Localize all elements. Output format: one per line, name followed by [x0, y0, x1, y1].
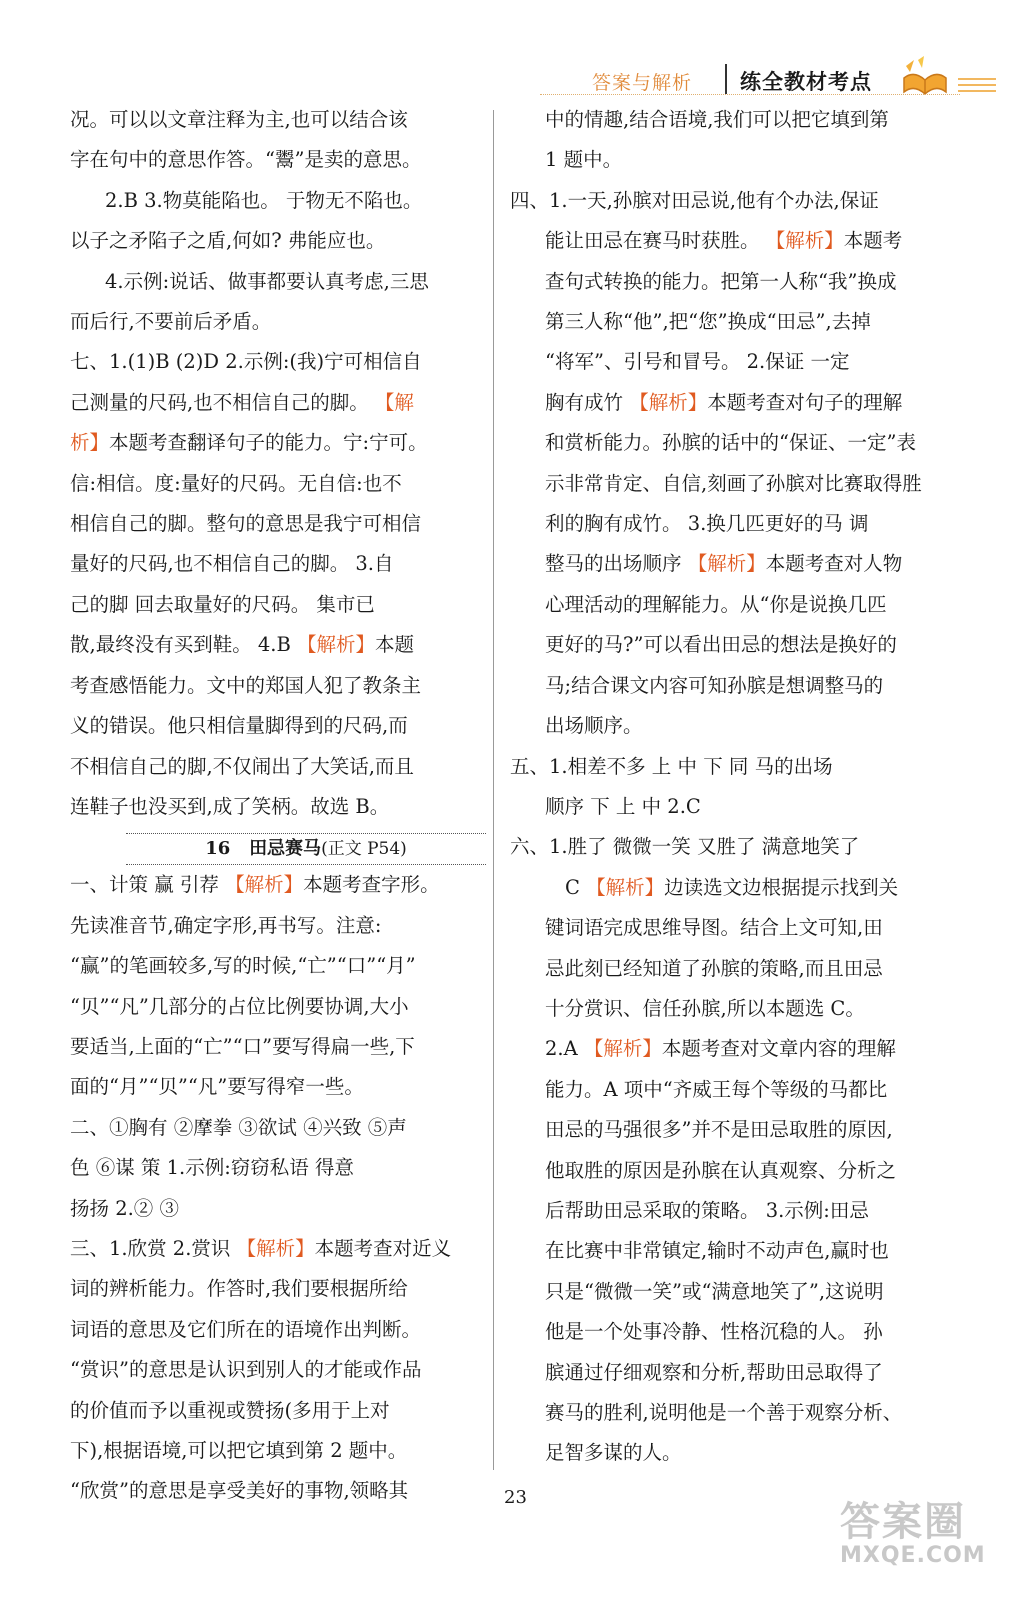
- jiexi-label: 【解析】: [586, 875, 665, 899]
- jiexi-label: 析】: [70, 431, 110, 455]
- text-line: 十分赏识、信任孙膑,所以本题选 C。: [545, 996, 865, 1020]
- text-line: 字在句中的意思作答。“鬻”是卖的意思。: [70, 148, 422, 172]
- text-line: “赢”的笔画较多,写的时候,“亡”“口”“月”: [70, 954, 416, 978]
- text-line: 足智多谋的人。: [545, 1441, 682, 1465]
- text-line: 词语的意思及它们所在的语境作出判断。: [70, 1317, 422, 1341]
- text-line: 五、1.相差不多 上 中 下 同 马的出场: [510, 754, 833, 778]
- text-line: 六、1.胜了 微微一笑 又胜了 满意地笑了: [510, 835, 860, 859]
- text-line: 己的脚 回去取量好的尺码。 集市已: [70, 592, 375, 616]
- column-divider: [493, 110, 495, 1470]
- text-span: 胸有成竹: [545, 390, 630, 414]
- text-line: 义的错误。他只相信量脚得到的尺码,而: [70, 714, 408, 738]
- text-line: 量好的尺码,也不相信自己的脚。 3.自: [70, 552, 394, 576]
- text-line: [510, 383, 920, 423]
- text-span: 本题: [375, 633, 415, 657]
- jiexi-label: 【解: [374, 390, 414, 414]
- watermark-logo: [840, 1490, 1010, 1590]
- text-line: 他是一个处事冷静、性格沉稳的人。 孙: [545, 1320, 883, 1344]
- text-line: 面的“月”“贝”“凡”要写得窄一些。: [70, 1075, 364, 1099]
- text-line: 要适当,上面的“亡”“口”要写得扁一些,下: [70, 1034, 415, 1058]
- text-line: 马;结合课文内容可知孙膑是想调整马的: [545, 673, 884, 697]
- text-line: “欣赏”的意思是享受美好的事物,领略其: [70, 1479, 409, 1503]
- jiexi-label: 【解析】: [765, 229, 844, 253]
- text-span: 散,最终没有买到鞋。 4.B: [70, 633, 298, 657]
- header-decoration: [958, 76, 998, 94]
- text-line: 后帮助田忌采取的策略。 3.示例:田忌: [545, 1198, 869, 1222]
- text-line: 不相信自己的脚,不仅闹出了大笑话,而且: [70, 754, 414, 778]
- book-title: 练全教材考点: [740, 70, 872, 94]
- text-span: 本题考查对人物: [765, 552, 903, 576]
- header-divider: [725, 64, 727, 94]
- jiexi-label: 【解析】: [225, 873, 304, 897]
- text-span: 2.A: [545, 1037, 584, 1061]
- text-line: 示非常肯定、自信,刻画了孙膑对比赛取得胜: [545, 471, 922, 495]
- text-line: 2.B 3.物莫能陷也。 于物无不陷也。: [105, 188, 423, 212]
- text-line: 连鞋子也没买到,成了笑柄。故选 B。: [70, 794, 390, 818]
- text-line: [70, 423, 475, 463]
- text-line: 七、1.(1)B (2)D 2.示例:(我)宁可相信自: [70, 350, 422, 374]
- section-label: 答案与解析: [592, 72, 693, 94]
- text-line: [510, 868, 920, 908]
- lesson-number: 16: [205, 838, 231, 860]
- text-line: [70, 625, 475, 665]
- text-line: 更好的马?”可以看出田忌的想法是换好的: [545, 633, 897, 657]
- watermark-url: MXQE.COM: [840, 1543, 986, 1568]
- text-line: 而后行,不要前后矛盾。: [70, 310, 272, 334]
- text-line: [510, 221, 920, 261]
- text-line: 四、1.一天,孙膑对田忌说,他有个办法,保证: [510, 188, 879, 212]
- text-span: 本题考查翻译句子的能力。宁:宁可。: [109, 431, 428, 455]
- text-line: 忌此刻已经知道了孙膑的策略,而且田忌: [545, 956, 883, 980]
- text-line: 4.示例:说话、做事都要认真考虑,三思: [105, 269, 429, 293]
- text-line: 查句式转换的能力。把第一人称“我”换成: [545, 269, 897, 293]
- text-line: 相信自己的脚。整句的意思是我宁可相信: [70, 512, 422, 536]
- text-line: 利的胸有成竹。 3.换几匹更好的马 调: [545, 512, 869, 536]
- text-span: 本题考查字形。: [303, 873, 440, 897]
- text-span: 本题考查对近义: [314, 1236, 452, 1260]
- text-line: “贝”“凡”几部分的占位比例要协调,大小: [70, 994, 409, 1018]
- text-span: 三、1.欣赏 2.赏识: [70, 1236, 237, 1260]
- page-header: [540, 54, 1010, 100]
- text-span: 本题考: [843, 229, 903, 253]
- lesson-title: [126, 833, 486, 865]
- text-line: 以子之矛陷子之盾,何如? 弗能应也。: [70, 229, 386, 253]
- text-line: 心理活动的理解能力。从“你是说换几匹: [545, 592, 887, 616]
- text-span: 一、计策 赢 引荐: [70, 873, 226, 897]
- text-line: 况。可以以文章注释为主,也可以结合该: [70, 108, 408, 131]
- text-line: 词的辨析能力。作答时,我们要根据所给: [70, 1277, 408, 1301]
- watermark-title: 答案圈: [840, 1499, 966, 1545]
- text-span: 本题考查对句子的理解: [707, 390, 903, 414]
- text-line: [510, 1029, 920, 1069]
- jiexi-label: 【解析】: [687, 552, 766, 576]
- text-line: 只是“微微一笑”或“满意地笑了”,这说明: [545, 1279, 884, 1303]
- text-span: C: [565, 875, 587, 899]
- text-span: 能让田忌在赛马时获胜。: [545, 229, 766, 253]
- text-span: 整马的出场顺序: [545, 552, 688, 576]
- text-line: 中的情趣,结合语境,我们可以把它填到第: [545, 108, 889, 131]
- text-line: “将军”、引号和冒号。 2.保证 一定: [545, 350, 850, 374]
- text-line: [70, 1229, 475, 1269]
- text-line: 出场顺序。: [545, 714, 643, 738]
- text-line: 他取胜的原因是孙膑在认真观察、分析之: [545, 1158, 897, 1182]
- text-line: 的价值而予以重视或赞扬(多用于上对: [70, 1398, 390, 1422]
- jiexi-label: 【解析】: [629, 390, 708, 414]
- text-line: 1 题中。: [545, 148, 623, 172]
- text-line: [510, 544, 920, 584]
- text-line: 色 ⑥谋 策 1.示例:窃窃私语 得意: [70, 1156, 354, 1180]
- jiexi-label: 【解析】: [297, 633, 376, 657]
- text-line: 能力。A 项中“齐威王每个等级的马都比: [545, 1077, 888, 1101]
- page-number: 23: [504, 1487, 527, 1508]
- text-line: 第三人称“他”,把“您”换成“田忌”,去掉: [545, 310, 871, 334]
- text-line: 键词语完成思维导图。结合上文可知,田: [545, 916, 883, 940]
- text-span: 本题考查对文章内容的理解: [661, 1037, 896, 1061]
- lesson-name: 田忌赛马: [249, 838, 322, 860]
- right-column: [510, 100, 920, 1474]
- text-line: 顺序 下 上 中 2.C: [545, 794, 701, 818]
- text-line: 扬扬 2.② ③: [70, 1196, 180, 1220]
- header-rule: [540, 94, 960, 96]
- text-line: [70, 383, 475, 423]
- text-span: 边读选文边根据提示找到关: [664, 875, 899, 899]
- text-line: “赏识”的意思是认识到别人的才能或作品: [70, 1358, 422, 1382]
- jiexi-label: 【解析】: [583, 1037, 662, 1061]
- text-span: 己测量的尺码,也不相信自己的脚。: [70, 390, 369, 414]
- lesson-ref: (正文 P54): [321, 839, 407, 860]
- text-line: 先读准音节,确定字形,再书写。注意:: [70, 913, 382, 937]
- text-line: 膑通过仔细观察和分析,帮助田忌取得了: [545, 1360, 883, 1384]
- text-line: 下),根据语境,可以把它填到第 2 题中。: [70, 1439, 408, 1462]
- text-line: 在比赛中非常镇定,输时不动声色,赢时也: [545, 1239, 889, 1263]
- text-line: 信:相信。度:量好的尺码。无自信:也不: [70, 471, 402, 495]
- text-line: 田忌的马强很多”并不是田忌取胜的原因,: [545, 1118, 893, 1142]
- text-line: 二、①胸有 ②摩拳 ③欲试 ④兴致 ⑤声: [70, 1115, 407, 1139]
- jiexi-label: 【解析】: [236, 1236, 315, 1260]
- open-book-icon: [900, 56, 950, 98]
- text-line: 赛马的胜利,说明他是一个善于观察分析、: [545, 1401, 903, 1424]
- text-line: [70, 865, 475, 905]
- text-line: 和赏析能力。孙膑的话中的“保证、一定”表: [545, 431, 916, 455]
- left-column: [70, 100, 475, 1512]
- text-line: 考查感悟能力。文中的郑国人犯了教条主: [70, 673, 422, 697]
